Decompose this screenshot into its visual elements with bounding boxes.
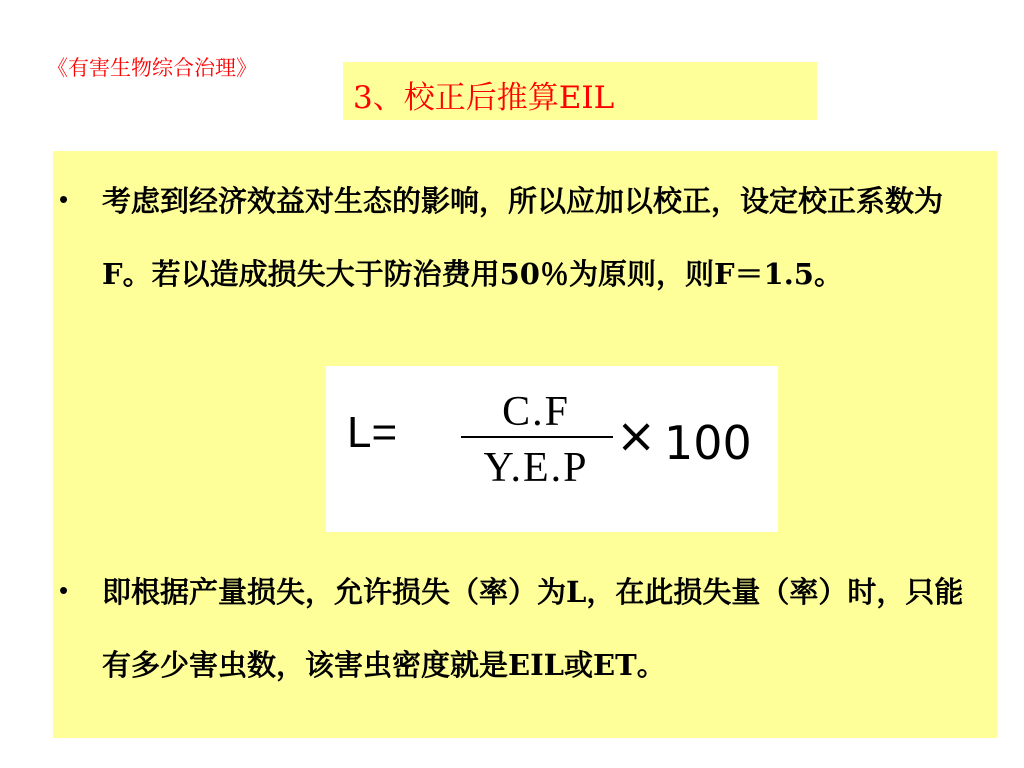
formula-lhs: L=	[347, 408, 398, 457]
eil-formula	[326, 366, 778, 532]
fraction-bar	[461, 436, 613, 438]
section-heading: 3、校正后推算EIL	[343, 62, 817, 120]
book-title: 《有害生物综合治理》	[47, 56, 257, 80]
multiply-sign: ×	[616, 408, 657, 464]
content-panel	[53, 151, 997, 738]
formula-numerator: C.F	[502, 389, 570, 435]
formula-denominator: Y.E.P	[483, 445, 589, 491]
formula-multiplier: 100	[664, 416, 752, 470]
paragraph-eil-definition: 即根据产量损失，允许损失（率）为L，在此损失量（率）时，只能有多少害虫数，该害虫密度就是EIL或ET。	[102, 575, 964, 682]
bullet-marker: •	[59, 184, 69, 214]
paragraph-correction-factor: 考虑到经济效益对生态的影响，所以应加以校正，设定校正系数为F。若以造成损失大于防治费用50％为原则，则F＝1.5。	[102, 184, 944, 291]
bullet-marker: •	[59, 575, 69, 605]
